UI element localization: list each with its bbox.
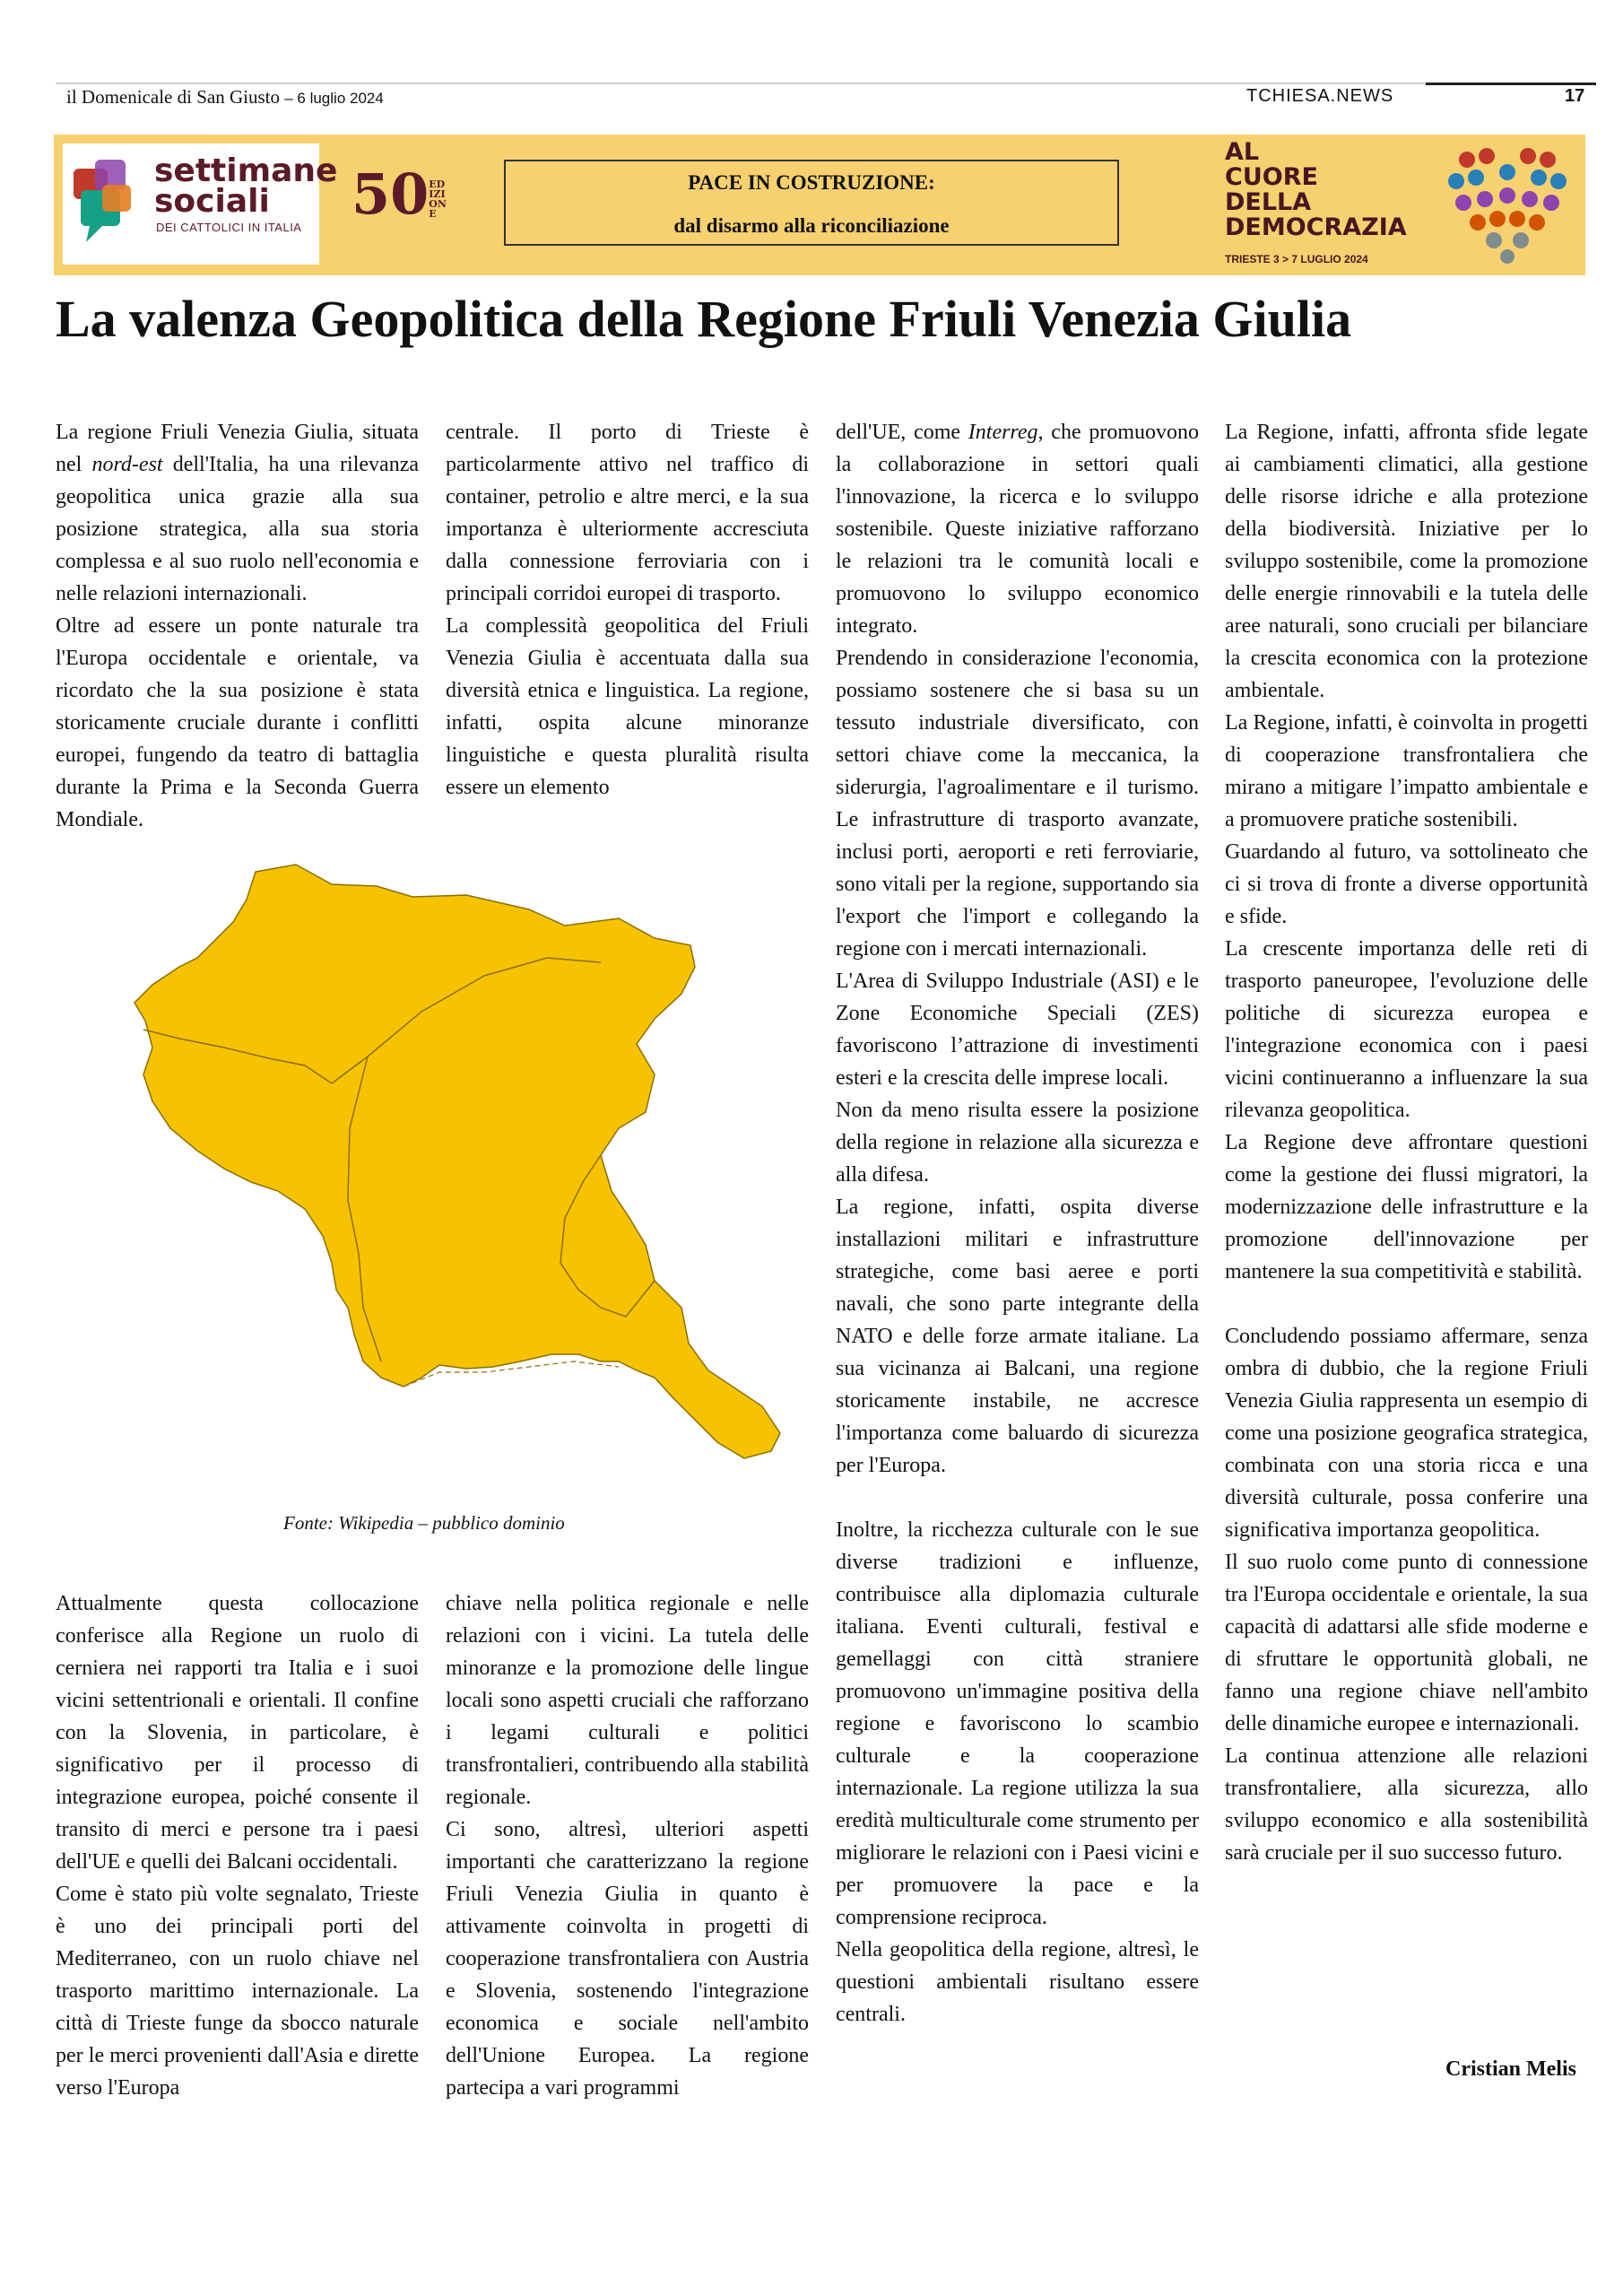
theme-line1: PACE IN COSTRUZIONE: xyxy=(688,171,935,194)
paragraph: Nella geopolitica della regione, altresì, le questioni ambientali risultano essere centrali. xyxy=(836,1938,1199,2026)
paragraph: Il suo ruolo come punto di connessione tra l'Europa occidentale e orientale, la sua capacità di adattarsi alle sfide moderne e di sfruttare le opportunità globali, ne fanno una regione chiave nell'ambito delle dinamiche europee e internazionali. xyxy=(1225,1551,1588,1735)
paragraph: La Regione, infatti, è coinvolta in progetti di cooperazione transfrontaliera che mirano a mitigare l’impatto ambientale e a promuovere pratiche sostenibili. xyxy=(1225,711,1588,831)
paragraph: Guardando al futuro, va sottolineato che ci si trova di fronte a diverse opportunità e sfide. xyxy=(1225,840,1588,928)
column-4 xyxy=(1225,416,1588,1869)
paragraph: Oltre ad essere un ponte naturale tra l'Europa occidentale e orientale, va ricordato che la sua posizione è stata storicamente cruciale durante i conflitti europei, fungendo da teatro di battaglia durante la Prima e la Seconda Guerra Mondiale. xyxy=(56,614,419,831)
logo-title-line1: settimane xyxy=(154,152,338,189)
logo-title xyxy=(154,152,338,220)
publication-date: – 6 luglio 2024 xyxy=(284,90,384,107)
paragraph: La regione Friuli Venezia Giulia, situata nel nord-est dell'Italia, ha una rilevanza geopolitica unica grazie alla sua posizione strategica, alla sua storia complessa e al suo ruolo nell'economia e nelle relazioni internazionali. xyxy=(56,421,419,605)
paragraph: La Regione, infatti, affronta sfide legate ai cambiamenti climatici, alla gestione delle risorse idriche e alla protezione della biodiversità. Iniziative per lo sviluppo sostenibile, come la promozione delle energie rinnovabili e la tutela delle aree naturali, sono cruciali per bilanciare la crescita economica con la protezione ambientale. xyxy=(1225,421,1588,702)
paragraph: La Regione deve affrontare questioni come la gestione dei flussi migratori, la modernizzazione delle infrastrutture e la promozione dell'innovazione per mantenere la sua competitività e stabilità. xyxy=(1225,1131,1588,1283)
text-run: , che promuovono la collaborazione in settori quali l'innovazione, la ricerca e lo sviluppo sostenibile. Queste iniziative rafforzano le relazioni tra le comunità locali e promuovono lo sviluppo economico integrato. xyxy=(836,421,1200,638)
text-run: dell'UE, come xyxy=(836,421,961,444)
paragraph xyxy=(836,416,1199,642)
column-1-bottom xyxy=(56,1587,419,2104)
event-dates: TRIESTE 3 > 7 LUGLIO 2024 xyxy=(1225,253,1368,265)
paragraph: chiave nella politica regionale e nelle relazioni con i vicini. La tutela delle minoranze e la promozione delle lingue locali sono aspetti cruciali che rafforzano i legami culturali e politici transfrontalieri, contribuendo alla stabilità regionale. xyxy=(446,1592,809,1809)
event-title-line: DELLA xyxy=(1225,188,1312,216)
paragraph: Prendendo in considerazione l'economia, possiamo sostenere che si basa su un tessuto industriale diversificato, con settori chiave come la meccanica, la siderurgia, l'agroalimentare e il turismo. Le infrastrutture di trasporto avanzate, inclusi porti, aeroporti e reti ferroviarie, sono vitali per la regione, supportando sia l'export che l'import e collegando la regione con i mercati internazionali. xyxy=(836,647,1199,961)
event-title-line: AL xyxy=(1225,138,1260,166)
event-title-line: CUORE xyxy=(1225,163,1318,191)
logo-title-line2: sociali xyxy=(154,183,270,220)
paragraph: Attualmente questa collocazione conferisce alla Regione un ruolo di cerniera nei rapporti tra Italia e i suoi vicini settentrionali e orientali. Il confine con la Slovenia, in particolare, è significativo per il processo di integrazione europea, poiché consente il transito di merci e persone tra i paesi dell'UE e quelli dei Balcani occidentali. xyxy=(56,1592,419,1874)
spacer xyxy=(836,1482,1199,1514)
paragraph: Concludendo possiamo affermare, senza ombra di dubbio, che la regione Friuli Venezia Giulia rappresenta un esempio di come una posizione geografica strategica, combinata con una storia ricca e una diversità culturale, possa conferire una significativa importanza geopolitica. xyxy=(1225,1325,1588,1542)
paragraph: Ci sono, altresì, ulteriori aspetti importanti che caratterizzano la regione Friuli Venezia Giulia in quanto è attivamente coinvolta in progetti di cooperazione transfrontaliera con Austria e Slovenia, sostenendo l'integrazione economica e sociale nell'ambito dell'Unione Europea. La regione partecipa a vari programmi xyxy=(446,1818,809,2100)
column-2-top xyxy=(446,416,809,804)
edition-label: EDIZIONE xyxy=(429,178,447,220)
column-3 xyxy=(836,416,1199,2031)
paragraph: Come è stato più volte segnalato, Trieste è uno dei principali porti del Mediterraneo, con un ruolo chiave nel trasporto marittimo internazionale. La città di Trieste funge da sbocco naturale per le merci provenienti dall'Asia e dirette verso l'Europa xyxy=(56,1883,419,2100)
paragraph: centrale. Il porto di Trieste è particolarmente attivo nel traffico di container, petrolio e altre merci, e la sua importanza è ulteriormente accresciuta dalla connessione ferroviaria con i principali corridoi europei di trasporto. xyxy=(446,421,809,605)
edition-badge xyxy=(352,161,448,227)
article-author: Cristian Melis xyxy=(1445,2057,1576,2081)
logo-subtitle: DEI CATTOLICI IN ITALIA xyxy=(156,221,302,234)
paragraph: Inoltre, la ricchezza culturale con le sue diverse tradizioni e influenze, contribuisce alla diplomazia culturale italiana. Eventi culturali, festival e gemellaggi con città straniere promuovono un'immagine positiva della regione e favoriscono lo scambio culturale e la cooperazione internazionale. La regione utilizza la sua eredità multiculturale come strumento per migliorare le relazioni con i Paesi vicini e per promuovere la pace e la comprensione reciproca. xyxy=(836,1518,1199,1929)
spacer xyxy=(1225,1288,1588,1320)
paragraph: La regione, infatti, ospita diverse installazioni militari e infrastrutture strategiche, come basi aeree e porti navali, che sono parte integrante della NATO e delle forze armate italiane. La sua vicinanza ai Balcani, una regione storicamente instabile, ne accresce l'importanza come baluardo di sicurezza per l'Europa. xyxy=(836,1196,1199,1477)
header-rule xyxy=(56,83,1585,84)
header-site[interactable]: TCHIESA.NEWS xyxy=(1246,86,1394,106)
theme-line2: dal disarmo alla riconciliazione xyxy=(673,214,950,237)
column-1-top xyxy=(56,416,419,836)
theme-box xyxy=(504,160,1119,246)
event-title xyxy=(1225,140,1407,240)
map-caption: Fonte: Wikipedia – pubblico dominio xyxy=(283,1512,565,1534)
header-rule-accent xyxy=(1426,83,1596,85)
paragraph: Non da meno risulta essere la posizione della regione in relazione alla sicurezza e alla difesa. xyxy=(836,1099,1199,1187)
page-number: 17 xyxy=(1565,86,1585,106)
publication-name: il Domenicale di San Giusto xyxy=(66,86,280,108)
paragraph: La complessità geopolitica del Friuli Venezia Giulia è accentuata dalla sua diversità etnica e linguistica. La regione, infatti, ospita alcune minoranze linguistiche e questa pluralità risulta essere un elemento xyxy=(446,614,809,799)
paragraph: La crescente importanza delle reti di trasporto paneuropee, l'evoluzione delle politiche di sicurezza europea e l'integrazione economica con i paesi vicini continueranno a influenzare la sua rilevanza geopolitica. xyxy=(1225,937,1588,1122)
event-title-line: DEMOCRAZIA xyxy=(1225,213,1407,241)
region-map xyxy=(63,859,807,1487)
edition-number: 50 xyxy=(352,161,430,227)
text-run-italic: Interreg xyxy=(968,421,1038,444)
paragraph: La continua attenzione alle relazioni transfrontaliere, alla sicurezza, allo sviluppo economico e alla sostenibilità sarà cruciale per il suo successo futuro. xyxy=(1225,1744,1588,1865)
column-2-bottom xyxy=(446,1587,809,2104)
header-publication xyxy=(66,86,384,109)
article-title: La valenza Geopolitica della Regione Friuli Venezia Giulia xyxy=(56,290,1352,348)
paragraph: L'Area di Sviluppo Industriale (ASI) e le Zone Economiche Speciali (ZES) favoriscono l’attrazione di investimenti esteri e la crescita delle imprese locali. xyxy=(836,970,1199,1090)
map-region-shape xyxy=(135,865,780,1458)
heart-people-icon xyxy=(1440,142,1575,267)
